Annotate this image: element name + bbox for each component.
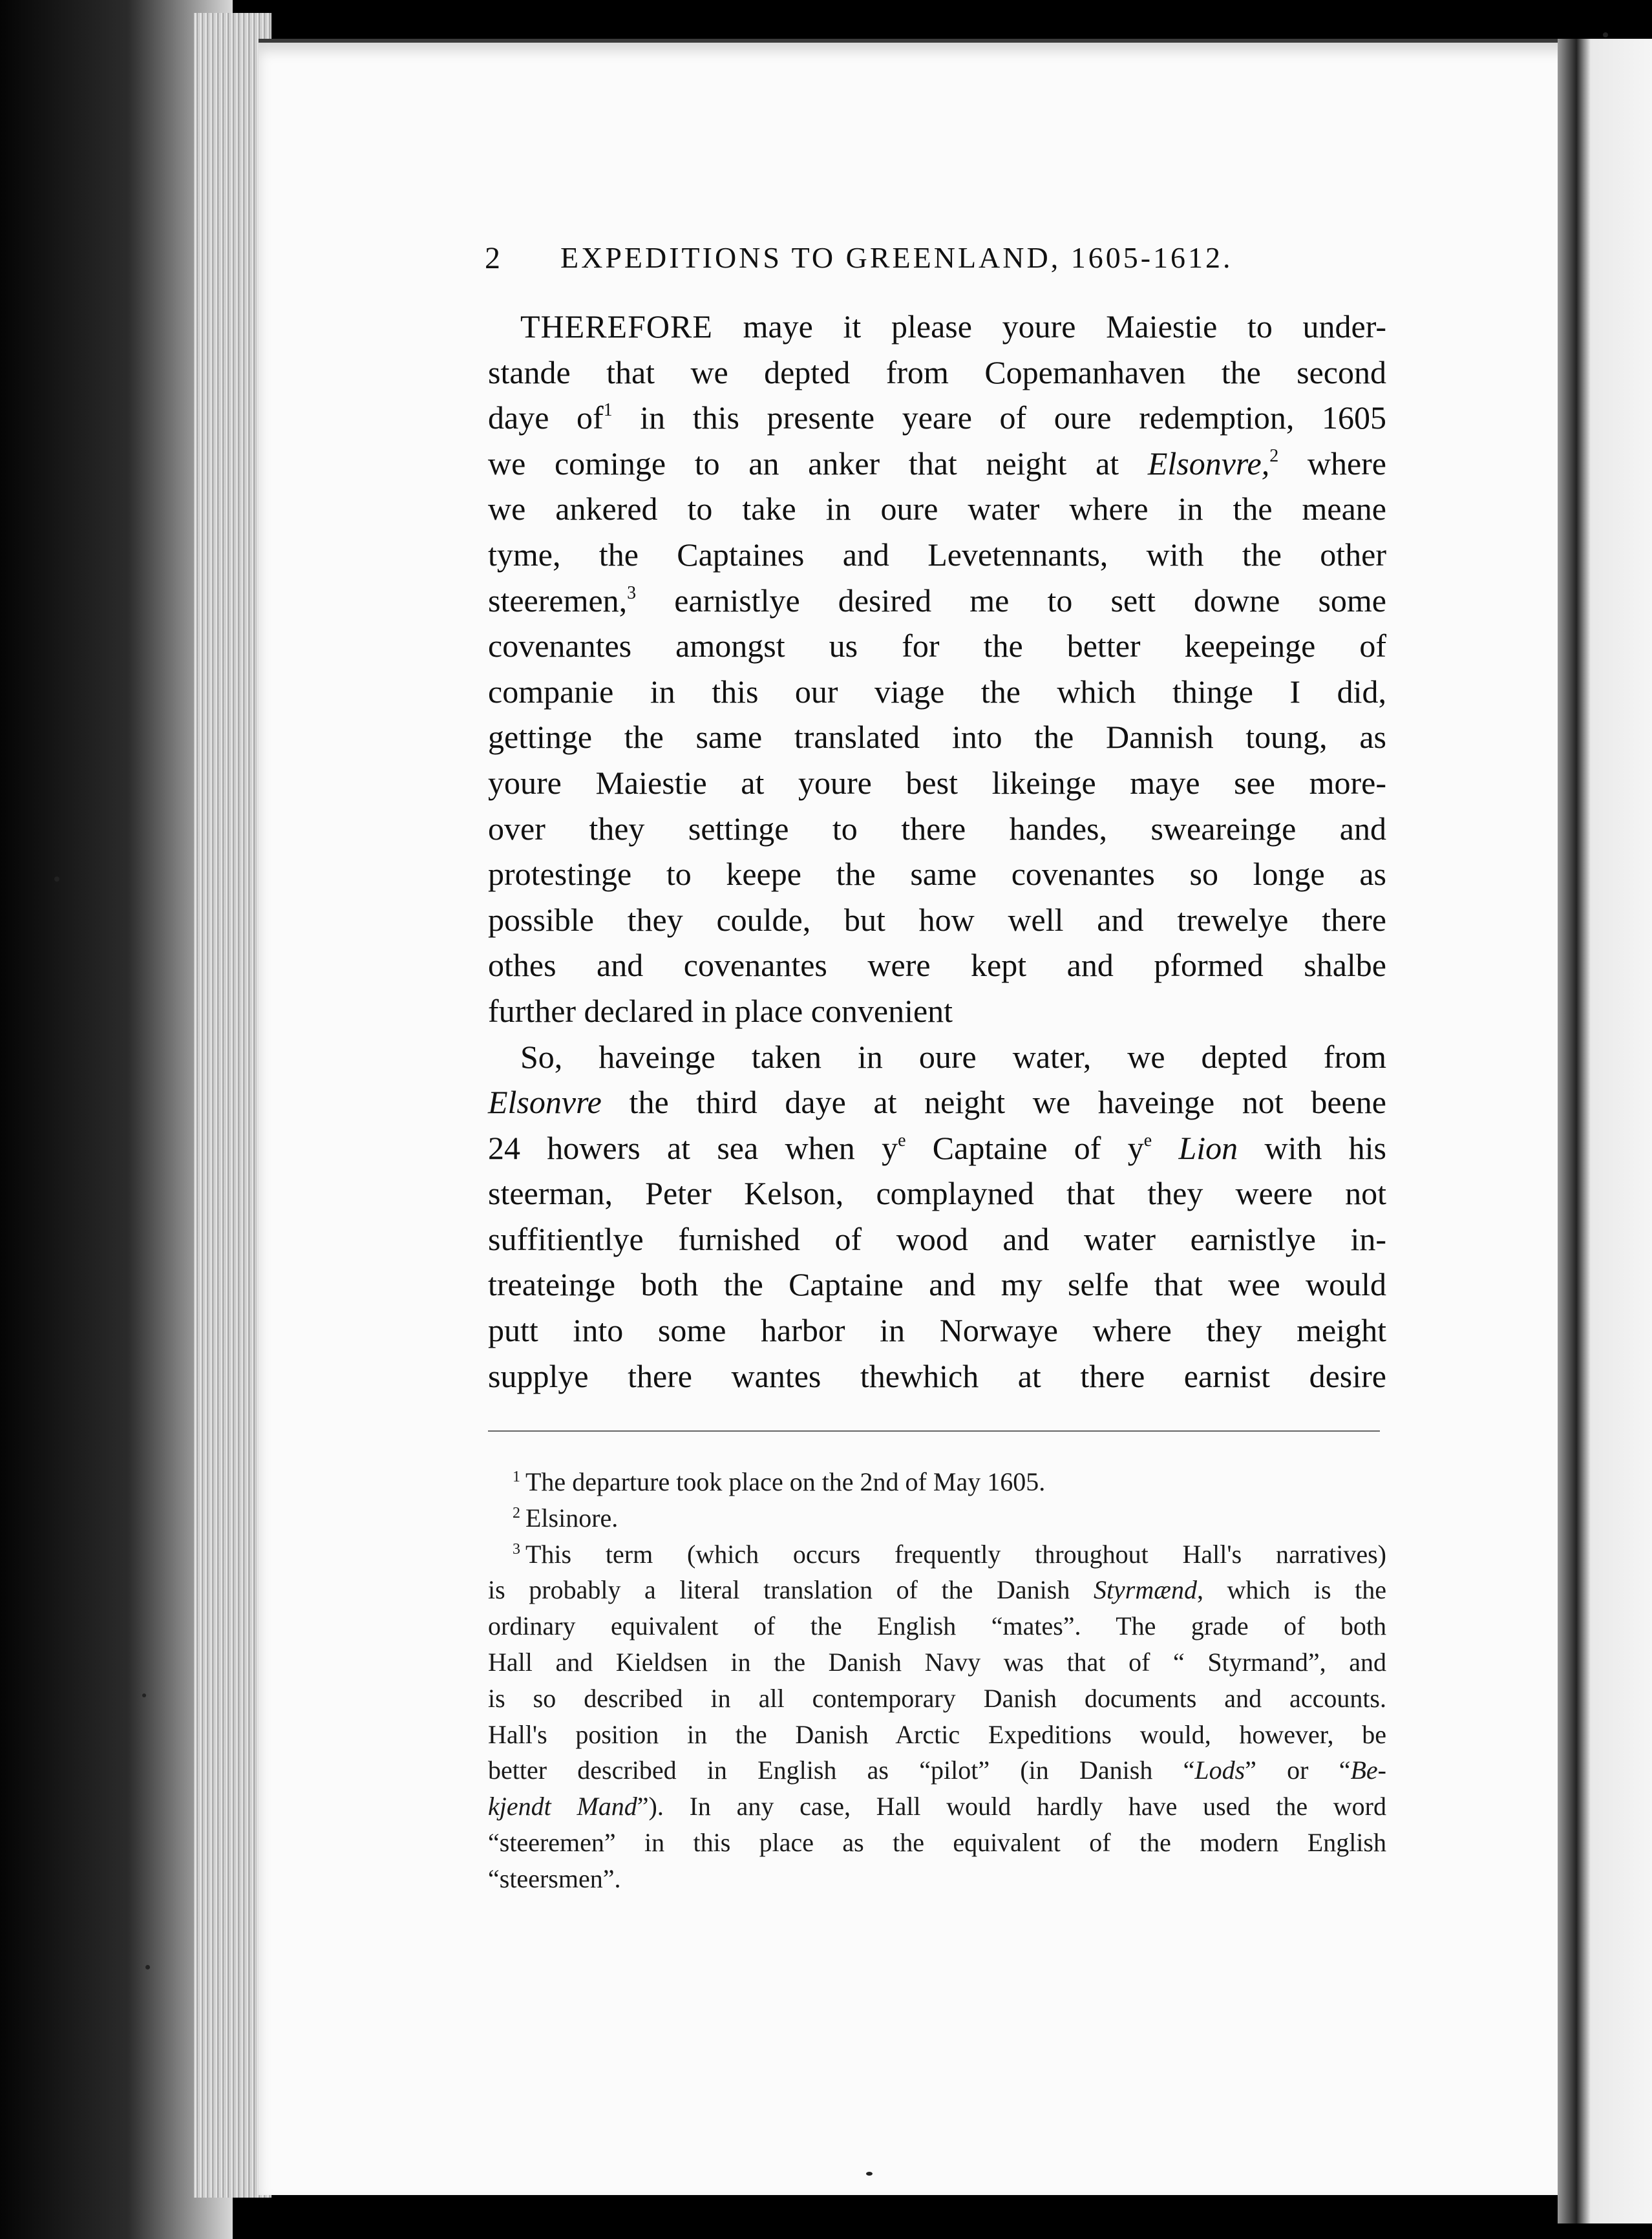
footnote-ref: 1 xyxy=(603,400,613,421)
text-line: gettinge the same translated into the Dannish toung, as xyxy=(488,719,1386,756)
body-text xyxy=(488,304,1386,1399)
footnote-1: $^1$ The departure took place on the 2nd of May 1605. xyxy=(513,1467,1046,1496)
text-line: further declared in place convenient xyxy=(488,992,953,1029)
text-line: over they settinge to there handes, sweareinge and xyxy=(488,810,1386,847)
text-line: companie in this our viage the which thinge I did, xyxy=(488,673,1386,710)
footnote-3-line: is probably a literal translation of the Danish Styrmænd, which is the xyxy=(488,1575,1386,1605)
footnote-3-line: better described in English as “pilot” (in Danish “Lods” or “Be- xyxy=(488,1756,1386,1785)
text-line: we cominge to an anker that neight at Elsonvre,$^2$ where xyxy=(488,445,1386,482)
text-line: steeremen,$^3$ earnistlye desired me to sett downe some xyxy=(488,582,1386,619)
footnote-3-line: kjendt Mand”). In any case, Hall would hardly have used the word xyxy=(488,1792,1387,1821)
footnote-3-line: Hall's position in the Danish Arctic Expeditions would, however, be xyxy=(488,1719,1386,1749)
text-line: tyme, the Captaines and Levetennants, with the other xyxy=(488,536,1386,573)
footnote-3-line: ordinary equivalent of the English “mates”. The grade of both xyxy=(488,1611,1386,1641)
text-line: 24 howers at sea when $y^e$ Captaine of $y^e$ Lion with his xyxy=(488,1129,1387,1166)
footnote-ref: 2 xyxy=(1269,445,1279,466)
text-line: So, haveinge taken in oure water, we depted from xyxy=(520,1038,1386,1075)
text-line: covenantes amongst us for the better keepeinge of xyxy=(488,628,1386,664)
footnote-3-line: “steeremen” in this place as the equivalent of the modern English xyxy=(488,1827,1386,1857)
text-line: suffitientlye furnished of wood and water earnistlye in- xyxy=(488,1220,1386,1257)
page-number: 2 xyxy=(485,241,502,275)
footnote-3: $^3$ This term (which occurs frequently throughout Hall's narratives) xyxy=(513,1539,1386,1569)
footnote-ref: 3 xyxy=(627,582,637,603)
text-line: protestinge to keepe the same covenantes so longe as xyxy=(488,856,1386,893)
running-head xyxy=(485,240,1280,276)
footnote-divider xyxy=(488,1430,1380,1432)
text-line: we ankered to take in oure water where in the meane xyxy=(488,491,1386,527)
text-line: daye $of^1$ in this presente yeare of oure redemption, 1605 xyxy=(488,399,1387,436)
paragraph-1 xyxy=(488,304,1386,1034)
text-line: stande that we depted from Copemanhaven the second xyxy=(488,354,1386,390)
text-line: Elsonvre the third daye at neight we haveinge not beene xyxy=(488,1084,1386,1121)
footnote-3-line: is so described in all contemporary Danish documents and accounts. xyxy=(488,1683,1386,1713)
paragraph-2 xyxy=(488,1034,1386,1399)
text-line: supplye there wantes thewhich at there earnist desire xyxy=(488,1357,1386,1394)
text-line: possible they coulde, but how well and trewelye there xyxy=(488,901,1386,938)
text-line: othes and covenantes were kept and pformed shalbe xyxy=(488,947,1386,984)
footnotes xyxy=(488,1464,1386,1897)
footnote-3-line: “steersmen”. xyxy=(488,1863,621,1893)
text-line: youre Maiestie at youre best likeinge maye see more- xyxy=(488,764,1386,801)
text-line: putt into some harbor in Norwaye where they meight xyxy=(488,1312,1386,1349)
footnote-3-line: Hall and Kieldsen in the Danish Navy was that of “ Styrmand”, and xyxy=(488,1647,1386,1677)
running-title: EXPEDITIONS TO GREENLAND, 1605-1612. xyxy=(560,241,1233,274)
text-line: treateinge both the Captaine and my selfe that wee would xyxy=(488,1266,1386,1303)
text-line: THEREFORE maye it please youre Maiestie to under- xyxy=(520,308,1386,345)
footnote-2: $^2$ Elsinore. xyxy=(513,1503,619,1533)
text-line: steerman, Peter Kelson, complayned that they weere not xyxy=(488,1175,1386,1212)
facing-page-edge xyxy=(1558,39,1652,2223)
